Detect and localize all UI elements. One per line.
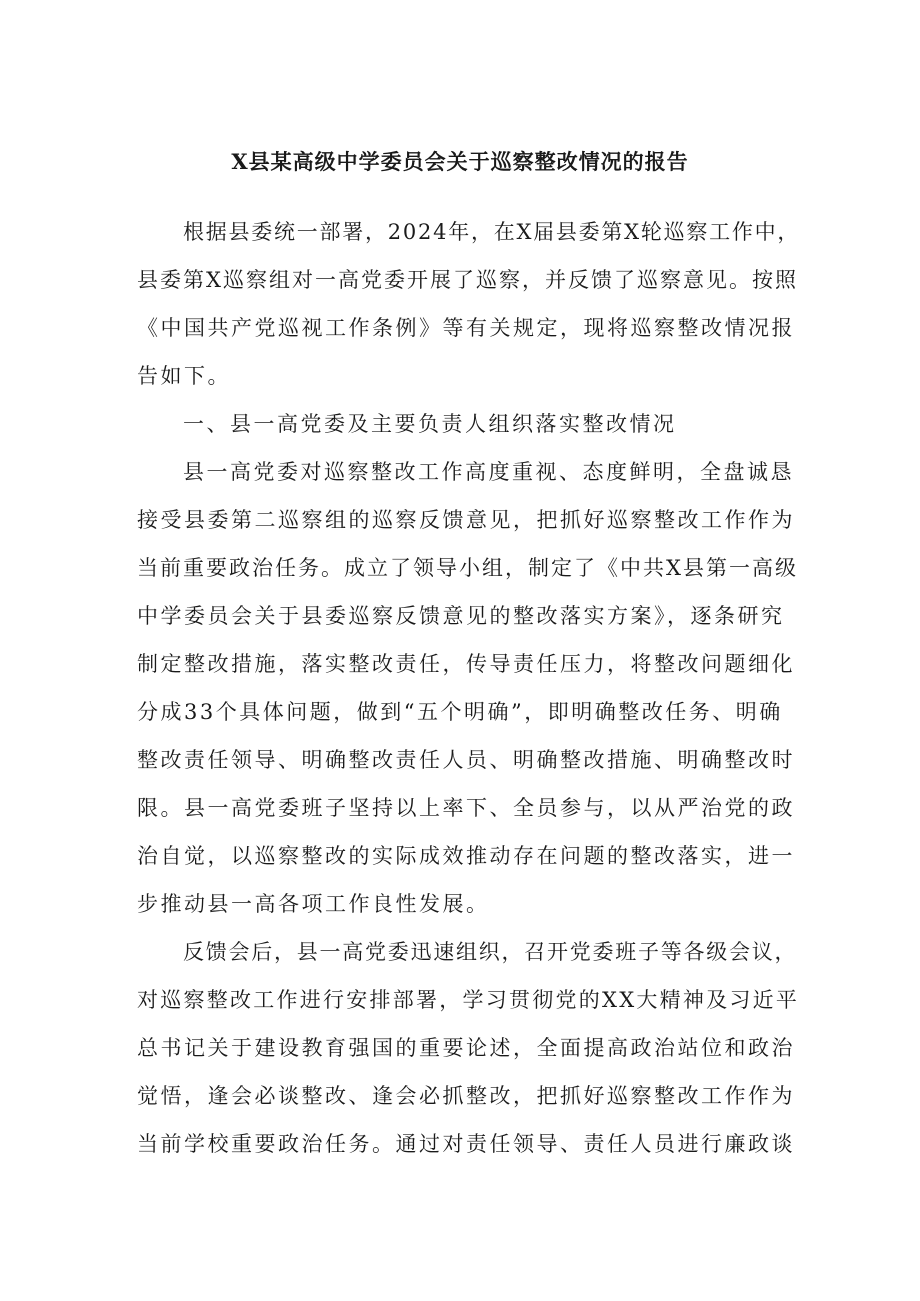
section-heading: 一、县一高党委及主要负责人组织落实整改情况 xyxy=(183,412,677,436)
text-line: 步推动县一高各项工作良性发展。 xyxy=(137,892,490,916)
text-line: 整改责任领导、明确整改责任人员、明确整改措施、明确整改时 xyxy=(137,748,795,772)
text-line: 根据县委统一部署，2024年，在X届县委第X轮巡察工作中， xyxy=(183,220,801,244)
text-line: 反馈会后，县一高党委迅速组织，召开党委班子等各级会议， xyxy=(183,940,798,964)
text-line: 限。县一高党委班子坚持以上率下、全员参与，以从严治党的政 xyxy=(137,796,795,820)
text-line: 县一高党委对巡察整改工作高度重视、态度鲜明，全盘诚恳 xyxy=(183,460,794,484)
text-line: 对巡察整改工作进行安排部署，学习贯彻党的XX大精神及习近平 xyxy=(137,988,800,1012)
text-line: 总书记关于建设教育强国的重要论述，全面提高政治站位和政治 xyxy=(137,1036,795,1060)
text-line: 制定整改措施，落实整改责任，传导责任压力，将整改问题细化 xyxy=(137,652,795,676)
text-line: 中学委员会关于县委巡察反馈意见的整改落实方案》，逐条研究 xyxy=(137,604,785,628)
text-line: 接受县委第二巡察组的巡察反馈意见，把抓好巡察整改工作作为 xyxy=(137,508,795,532)
text-line: 治自觉，以巡察整改的实际成效推动存在问题的整改落实，进一 xyxy=(137,844,795,868)
text-line: 告如下。 xyxy=(137,364,231,388)
document-title: X县某高级中学委员会关于巡察整改情况的报告 xyxy=(231,149,689,174)
text-line: 觉悟，逢会必谈整改、逢会必抓整改，把抓好巡察整改工作作为 xyxy=(137,1084,795,1108)
text-line: 县委第X巡察组对一高党委开展了巡察，并反馈了巡察意见。按照 xyxy=(137,268,798,292)
text-line: 当前学校重要政治任务。通过对责任领导、责任人员进行廉政谈 xyxy=(137,1132,795,1156)
text-line: 分成33个具体问题，做到“五个明确”，即明确整改任务、明确 xyxy=(137,700,783,724)
text-line: 《中国共产党巡视工作条例》等有关规定，现将巡察整改情况报 xyxy=(137,316,795,340)
text-line: 当前重要政治任务。成立了领导小组，制定了《中共X县第一高级 xyxy=(137,556,798,580)
